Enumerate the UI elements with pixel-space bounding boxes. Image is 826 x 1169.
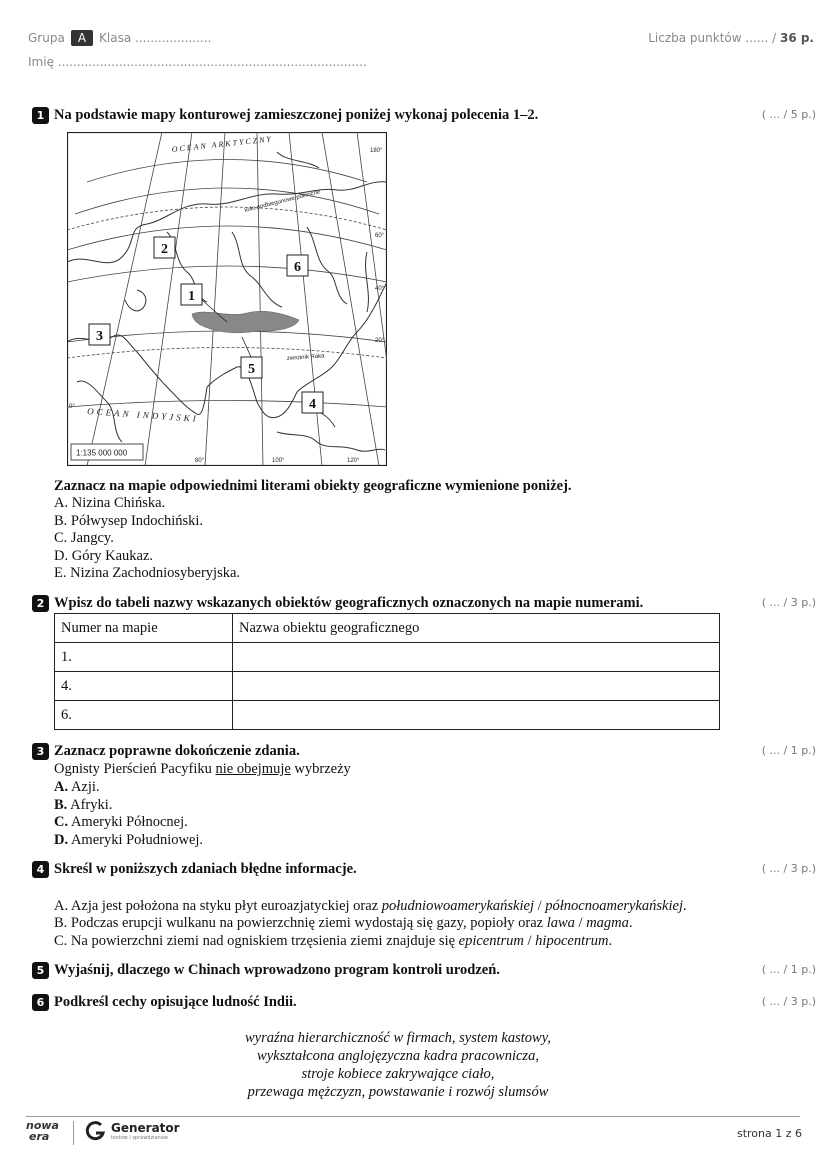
question-number: 1 — [32, 107, 49, 124]
option-letter: A. — [54, 779, 69, 795]
q1-subtitle: Zaznacz na mapie odpowiednimi literami obiekty geograficzne wymienione poniżej. — [54, 478, 572, 494]
q1-item-b: B. Półwysep Indochiński. — [54, 513, 204, 529]
footer-divider — [26, 1116, 800, 1117]
option-letter: D. — [54, 832, 69, 848]
q6-feature-line[interactable]: stroje kobiece zakrywające ciało, — [301, 1066, 495, 1082]
map-lat-20: 20° — [375, 338, 385, 344]
points-header — [648, 31, 814, 45]
question-title: Zaznacz poprawne dokończenie zdania. — [54, 743, 300, 759]
contour-map — [67, 132, 387, 466]
option-text: Ameryki Południowej. — [70, 832, 204, 848]
map-marker-6: 6 — [294, 260, 301, 275]
table-row — [55, 672, 720, 701]
choice-option[interactable]: północnoamerykańskiej — [545, 898, 683, 914]
map-lat-40: 40° — [375, 286, 385, 292]
table-header-number: Numer na mapie — [55, 614, 233, 643]
question-points: ( ... / 1 p.) — [761, 744, 816, 757]
question-number: 3 — [32, 743, 49, 760]
row-number: 1. — [55, 643, 233, 672]
choice-option[interactable]: lawa — [546, 915, 575, 931]
logo-bottom: era — [29, 1130, 50, 1143]
generator-g-icon — [84, 1120, 106, 1142]
map-lon-180: 180° — [370, 148, 383, 154]
q6-feature-line[interactable]: wykształcona anglojęzyczna kadra pracownicza, — [257, 1048, 539, 1064]
group-line — [28, 30, 211, 46]
map-marker-3: 3 — [96, 329, 103, 344]
option-text: Afryki. — [70, 797, 113, 813]
q4-sentence-b — [54, 915, 633, 932]
row-number: 6. — [55, 701, 233, 730]
page-number: strona 1 z 6 — [736, 1127, 802, 1140]
class-dots: .................... — [135, 31, 212, 45]
sentence-end: . — [683, 898, 687, 914]
map-marker-5: 5 — [248, 362, 255, 377]
q1-item-d: D. Góry Kaukaz. — [54, 548, 154, 564]
q3-stem — [54, 761, 351, 778]
question-number: 6 — [32, 994, 49, 1011]
map-marker-2: 2 — [161, 242, 168, 257]
table-row — [55, 643, 720, 672]
q6-feature-line[interactable]: przewaga mężczyzn, powstawanie i rozwój slumsów — [247, 1084, 549, 1100]
stem-underlined: nie obejmuje — [215, 761, 291, 777]
stem-end: wybrzeży — [294, 761, 351, 777]
group-badge: A — [71, 30, 93, 46]
sentence-text: C. Na powierzchni ziemi nad ogniskiem trzęsienia ziemi znajduje się — [54, 933, 456, 949]
choice-option[interactable]: hipocentrum — [535, 933, 609, 949]
question-number: 5 — [32, 962, 49, 979]
choice-separator: / — [523, 933, 536, 949]
question-points: ( ... / 5 p.) — [761, 108, 816, 121]
generator-name: Generator — [111, 1120, 180, 1135]
q3-option-d[interactable] — [54, 832, 203, 849]
generator-logo — [84, 1120, 180, 1142]
name-dots: ................................................................................. — [57, 55, 367, 69]
stem-start: Ognisty Pierścień Pacyfiku — [54, 761, 212, 777]
question-points: ( ... / 3 p.) — [761, 995, 816, 1008]
question-number: 2 — [32, 595, 49, 612]
logo-top: nowa — [26, 1119, 59, 1132]
q4-sentence-a — [54, 898, 687, 915]
map-marker-4: 4 — [309, 397, 316, 412]
choice-option[interactable]: magma — [586, 915, 629, 931]
q3-option-b[interactable] — [54, 797, 112, 814]
points-label: Liczba punktów ...... / — [648, 31, 777, 45]
table-header-name: Nazwa obiektu geograficznego — [233, 614, 720, 643]
points-total: 36 p. — [779, 31, 814, 45]
map-indian-ocean: OCEAN INDYJSKI — [86, 406, 200, 424]
question-title: Wpisz do tabeli nazwy wskazanych obiektów geograficznych oznaczonych na mapie numerami. — [54, 595, 644, 611]
map-lon-100: 100° — [272, 458, 285, 464]
option-text: Ameryki Północnej. — [70, 814, 188, 830]
map-lat-60: 60° — [375, 233, 385, 239]
option-letter: C. — [54, 814, 69, 830]
q3-option-a[interactable] — [54, 779, 100, 796]
choice-separator: / — [534, 898, 546, 914]
map-arctic-circle: koło podbiegunowe północne — [244, 189, 321, 214]
q1-item-e: E. Nizina Zachodniosyberyjska. — [54, 565, 241, 581]
option-letter: B. — [54, 797, 68, 813]
question-number: 4 — [32, 861, 49, 878]
q6-feature-line[interactable]: wyraźna hierarchiczność w firmach, system kastowy, — [245, 1030, 551, 1046]
map-lon-80: 80° — [195, 458, 205, 464]
group-label: Grupa — [28, 31, 65, 45]
question-points: ( ... / 3 p.) — [761, 862, 816, 875]
answer-cell[interactable] — [233, 701, 720, 730]
answer-cell[interactable] — [233, 672, 720, 701]
q3-option-c[interactable] — [54, 814, 188, 831]
question-title: Wyjaśnij, dlaczego w Chinach wprowadzono program kontroli urodzeń. — [54, 962, 500, 978]
answer-table — [54, 613, 720, 730]
logo-divider — [73, 1121, 74, 1145]
choice-separator: / — [574, 915, 587, 931]
nowa-era-logo — [26, 1120, 59, 1142]
q4-sentence-c — [54, 933, 612, 950]
map-arctic-ocean: OCEAN ARKTYCZNY — [171, 134, 274, 154]
question-points: ( ... / 1 p.) — [761, 963, 816, 976]
table-row — [55, 701, 720, 730]
map-lon-120: 120° — [347, 458, 360, 464]
question-title: Podkreśl cechy opisujące ludność Indii. — [54, 994, 297, 1010]
map-lat-0: 0° — [69, 404, 75, 410]
map-marker-1: 1 — [188, 289, 195, 304]
class-label: Klasa — [99, 31, 132, 45]
sentence-text: A. Azja jest położona na styku płyt euroazjatyckiej oraz — [54, 898, 379, 914]
sentence-end: . — [608, 933, 613, 949]
sentence-end: . — [628, 915, 633, 931]
question-title: Skreśl w poniższych zdaniach błędne informacje. — [54, 861, 357, 877]
name-line — [28, 55, 367, 69]
choice-option[interactable]: epicentrum — [458, 933, 524, 949]
option-text: Azji. — [70, 779, 100, 795]
question-points: ( ... / 3 p.) — [761, 596, 816, 609]
choice-option[interactable]: południowoamerykańskiej — [381, 898, 534, 914]
row-number: 4. — [55, 672, 233, 701]
generator-subtitle: testów i sprawdzianów — [111, 1134, 168, 1141]
sentence-text: B. Podczas erupcji wulkanu na powierzchnię ziemi wydostają się gazy, popioły oraz — [54, 915, 544, 931]
question-title: Na podstawie mapy konturowej zamieszczonej poniżej wykonaj polecenia 1–2. — [54, 107, 539, 123]
map-scale: 1:135 000 000 — [76, 448, 128, 458]
q1-item-c: C. Jangcy. — [54, 530, 114, 546]
answer-cell[interactable] — [233, 643, 720, 672]
q1-item-a: A. Nizina Chińska. — [54, 495, 166, 511]
name-label: Imię — [28, 55, 54, 69]
map-tropic: zwrotnik Raka — [286, 353, 325, 362]
